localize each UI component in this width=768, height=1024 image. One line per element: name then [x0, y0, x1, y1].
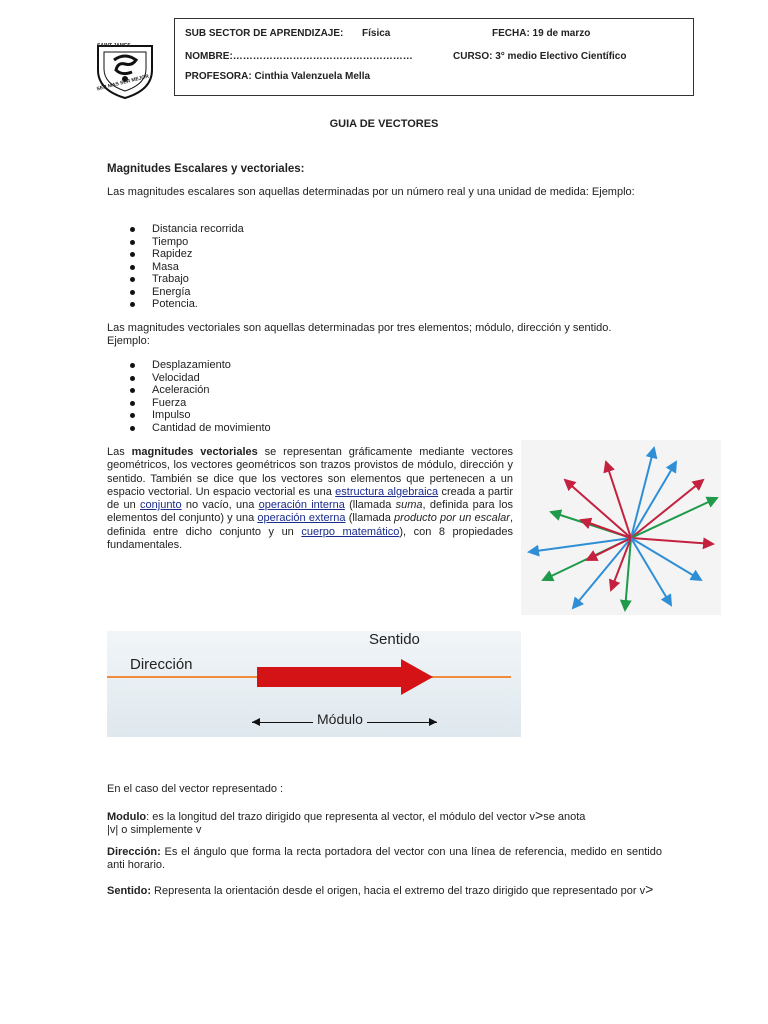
- text-run: se representan gráficamente mediante vectores geométricos, los vectores geométricos son trazos provistos de módulo, dirección y sentido. También se dice que los vectores son elementos que pertenecen a un espacio vectorial. Un espacio vectorial es una: [107, 446, 513, 498]
- list-item: Impulso: [107, 409, 271, 422]
- link-cuerpo-matematico[interactable]: cuerpo matemático: [301, 525, 400, 538]
- list-item: Desplazamiento: [107, 359, 271, 372]
- term-modulo: Modulo: [107, 811, 147, 823]
- fecha: FECHA: 19 de marzo: [492, 28, 591, 39]
- list-item: Aceleración: [107, 384, 271, 397]
- link-operacion-externa[interactable]: operación externa: [257, 512, 346, 525]
- scalar-list: [107, 223, 244, 311]
- list-item: Energía: [107, 286, 244, 299]
- text-run: Representa la orientación desde el origen, hacia el extremo del trazo dirigido que representado por: [151, 885, 640, 897]
- vector-elements-diagram: [107, 631, 521, 737]
- list-item: Potencia.: [107, 298, 244, 311]
- list-item: Trabajo: [107, 273, 244, 286]
- label-direccion: Dirección: [130, 656, 193, 673]
- link-estructura-algebraica[interactable]: estructura algebraica: [335, 485, 439, 498]
- text-run: o simplemente v: [118, 824, 202, 836]
- text-run: ), con 8 propiedades fundamentales.: [107, 525, 514, 552]
- direccion-definition: [107, 846, 662, 872]
- header-box: [174, 18, 694, 96]
- label-modulo: Módulo: [313, 711, 367, 727]
- label-sentido: Sentido: [369, 631, 420, 648]
- text-run: (llamada: [344, 499, 396, 512]
- bold-term: magnitudes vectoriales: [131, 446, 258, 458]
- italic-term: suma: [395, 499, 423, 512]
- arrow-head: [401, 659, 433, 695]
- subsector-value: Física: [362, 28, 391, 39]
- abs-notation: |v|: [107, 824, 119, 836]
- text-run: Las: [107, 446, 132, 458]
- section-heading: Magnitudes Escalares y vectoriales:: [107, 163, 305, 175]
- term-sentido: Sentido:: [107, 885, 151, 897]
- module-arrow-left: [252, 718, 260, 726]
- arrow-shaft: [257, 667, 402, 687]
- vector-intro: Las magnitudes vectoriales son aquellas determinadas por tres elementos; módulo, dirección y sentido. Ejemplo:: [107, 322, 612, 347]
- list-item: Velocidad: [107, 372, 271, 385]
- list-item: Cantidad de movimiento: [107, 422, 271, 435]
- scalar-intro: Las magnitudes escalares son aquellas determinadas por un número real y una unidad de medida: Ejemplo:: [107, 186, 635, 198]
- modulo-definition: [107, 809, 662, 837]
- logo-bottom-text: SER MAS SER MEJOR: [96, 73, 150, 93]
- vector-paragraph: [107, 446, 513, 552]
- sentido-definition: [107, 883, 662, 898]
- list-item: Fuerza: [107, 397, 271, 410]
- vector-arrow-icon: >: [535, 807, 544, 823]
- list-item: Tiempo: [107, 236, 244, 249]
- curso: CURSO: 3° medio Electivo Científico: [453, 51, 627, 62]
- module-arrow-right: [429, 718, 437, 726]
- list-item: Distancia recorrida: [107, 223, 244, 236]
- vector-symbol: v: [639, 885, 646, 897]
- nombre-field: NOMBRE:………………………………………………: [185, 51, 413, 62]
- list-item: Rapidez: [107, 248, 244, 261]
- vector-star-illustration: [521, 440, 721, 615]
- vector-symbol: v: [529, 811, 535, 823]
- vector-arrow-icon: >: [645, 881, 654, 897]
- text-run: : es la longitud del trazo dirigido que representa al vector, el módulo del vector: [146, 811, 530, 823]
- text-run: creada a partir de un: [107, 485, 513, 512]
- logo-top-text: SAINT JAMES: [97, 43, 131, 49]
- text-run: se anota: [543, 811, 586, 823]
- subsector-label: SUB SECTOR DE APRENDIZAJE:: [185, 28, 344, 39]
- text-run: no vacío, una: [181, 499, 259, 512]
- link-operacion-interna[interactable]: operación interna: [258, 499, 345, 512]
- profesora: PROFESORA: Cinthia Valenzuela Mella: [185, 71, 371, 82]
- page-title: GUIA DE VECTORES: [329, 118, 439, 130]
- vector-list: [107, 359, 271, 434]
- italic-term: producto por un escalar: [394, 512, 510, 525]
- term-direccion: Dirección:: [107, 846, 161, 858]
- list-item: Masa: [107, 261, 244, 274]
- text-run: , definida para los elementos del conjunto) y una: [107, 499, 513, 525]
- text-run: Es el ángulo que forma la recta portadora del vector con una línea de referencia, medido en sentido anti horario.: [107, 846, 662, 871]
- text-run: , definida entre dicho conjunto y un: [107, 512, 513, 538]
- link-conjunto[interactable]: conjunto: [140, 499, 182, 512]
- case-intro: En el caso del vector representado :: [107, 783, 284, 795]
- text-run: (llamada: [345, 512, 395, 525]
